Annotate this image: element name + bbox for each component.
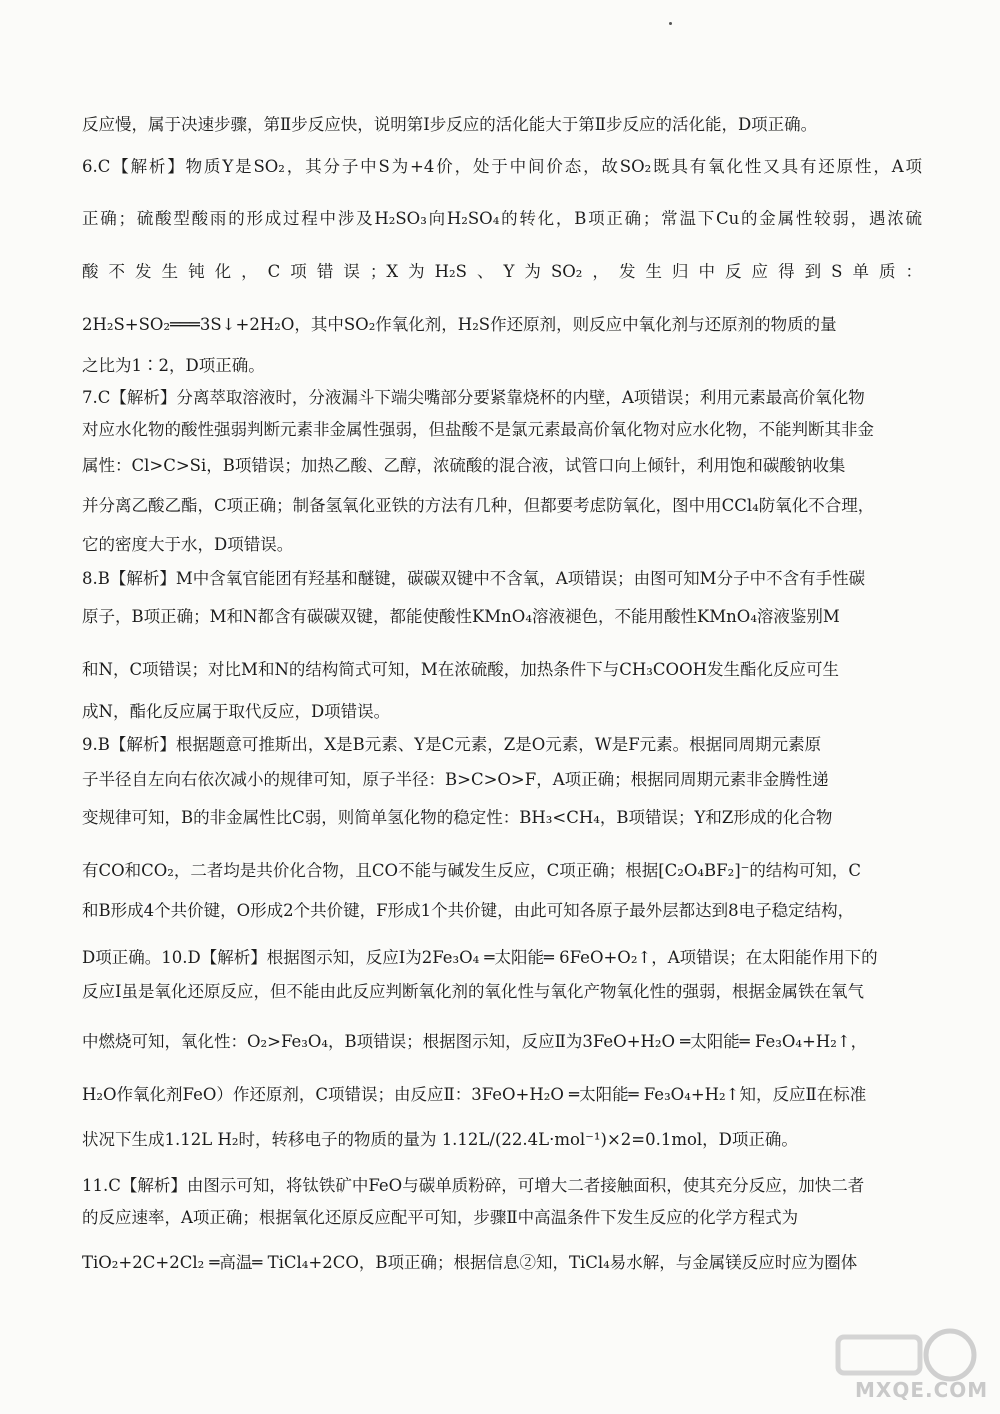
- text-line: 正确；硫酸型酸雨的形成过程中涉及H₂SO₃向H₂SO₄的转化，B项正确；常温下Cu的金属性较弱，遇浓硫: [82, 209, 922, 228]
- watermark-text: MXQE.COM: [855, 1378, 989, 1402]
- text-line: TiO₂+2C+2Cl₂ ═高温═ TiCl₄+2CO，B项正确；根据信息②知，TiCl₄易水解，与金属镁反应时应为圈体: [82, 1253, 858, 1272]
- scan-dot: [669, 22, 672, 25]
- text-line: 并分离乙酸乙酯，C项正确；制备氢氧化亚铁的方法有几种，但都要考虑防氧化，图中用CCl₄防氧化不合理，: [82, 496, 875, 515]
- text-line: 属性：Cl>C>Si，B项错误；加热乙酸、乙醇，浓硫酸的混合液，试管口向上倾针，利用饱和碳酸钠收集: [82, 456, 846, 475]
- text-line: 中燃烧可知，氧化性：O₂>Fe₃O₄，B项错误；根据图示知，反应Ⅱ为3FeO+H₂O ═太阳能═ Fe₃O₄+H₂↑，: [82, 1032, 868, 1051]
- text-line: 11.C【解析】由图示可知，将钛铁矿中FeO与碳单质粉碎，可增大二者接触面积，使其充分反应，加快二者: [82, 1176, 865, 1195]
- text-line: 2H₂S+SO₂═══3S↓+2H₂O，其中SO₂作氧化剂，H₂S作还原剂，则反应中氧化剂与还原剂的物质的量: [82, 315, 837, 334]
- text-line: H₂O作氧化剂FeO）作还原剂，C项错误；由反应Ⅱ：3FeO+H₂O ═太阳能═ Fe₃O₄+H₂↑知，反应Ⅱ在标准: [82, 1085, 867, 1104]
- text-line: 7.C【解析】分离萃取溶液时，分液漏斗下端尖嘴部分要紧靠烧杯的内壁，A项错误；利用元素最高价氧化物: [82, 388, 865, 407]
- text-line: 有CO和CO₂，二者均是共价化合物，且CO不能与碱发生反应，C项正确；根据[C₂O₄BF₂]⁻的结构可知，C: [82, 861, 861, 880]
- text-line: 它的密度大于水，D项错误。: [82, 535, 294, 554]
- text-line: 酸不发生钝化，C项错误；X为H₂S、Y为SO₂，发生归中反应得到S单质：: [82, 262, 922, 281]
- text-line: 反应慢，属于决速步骤，第Ⅱ步反应快，说明第Ⅰ步反应的活化能大于第Ⅱ步反应的活化能，D项正确。: [82, 115, 818, 134]
- text-line: 状况下生成1.12L H₂时，转移电子的物质的量为 1.12L/(22.4L·mol⁻¹)×2=0.1mol，D项正确。: [82, 1130, 798, 1149]
- text-line: 9.B【解析】根据题意可推斯出，X是B元素、Y是C元素，Z是O元素，W是F元素。根据同周期元素原: [82, 735, 822, 754]
- text-line: 成N，酯化反应属于取代反应，D项错误。: [82, 702, 391, 721]
- text-line: 子半径自左向右依次减小的规律可知，原子半径：B>C>O>F，A项正确；根据同周期元素非金腾性递: [82, 770, 829, 789]
- text-line: 之比为1∶2，D项正确。: [82, 356, 265, 375]
- text-line: 8.B【解析】M中含氧官能团有羟基和醚键，碳碳双键中不含氧，A项错误；由图可知M分子中不含有手性碳: [82, 569, 866, 588]
- text-line: 和N，C项错误；对比M和N的结构简式可知，M在浓硫酸，加热条件下与CH₃COOH发生酯化反应可生: [82, 660, 839, 679]
- text-line: 对应水化物的酸性强弱判断元素非金属性强弱，但盐酸不是氯元素最高价氧化物对应水化物，不能判断其非金: [82, 420, 874, 439]
- text-line: 变规律可知，B的非金属性比C弱，则简单氢化物的稳定性：BH₃<CH₄，B项错误；Y和Z形成的化合物: [82, 808, 833, 827]
- text-line: 反应Ⅰ虽是氧化还原反应，但不能由此反应判断氧化剂的氧化性与氧化产物氧化性的强弱，根据金属铁在氧气: [82, 982, 865, 1001]
- text-line: 的反应速率，A项正确；根据氧化还原反应配平可知，步骤Ⅱ中高温条件下发生反应的化学方程式为: [82, 1208, 799, 1227]
- text-line: D项正确。10.D【解析】根据图示知，反应Ⅰ为2Fe₃O₄ ═太阳能═ 6FeO+O₂↑，A项错误；在太阳能作用下的: [82, 948, 878, 967]
- text-line: 和B形成4个共价键，O形成2个共价键，F形成1个共价键，由此可知各原子最外层都达到8电子稳定结构，: [82, 901, 855, 920]
- text-line: 原子，B项正确；M和N都含有碳碳双键，都能使酸性KMnO₄溶液褪色，不能用酸性KMnO₄溶液鉴别M: [82, 607, 840, 626]
- text-line: 6.C【解析】物质Y是SO₂，其分子中S为+4价，处于中间价态，故SO₂既具有氧化性又具有还原性，A项: [82, 157, 922, 176]
